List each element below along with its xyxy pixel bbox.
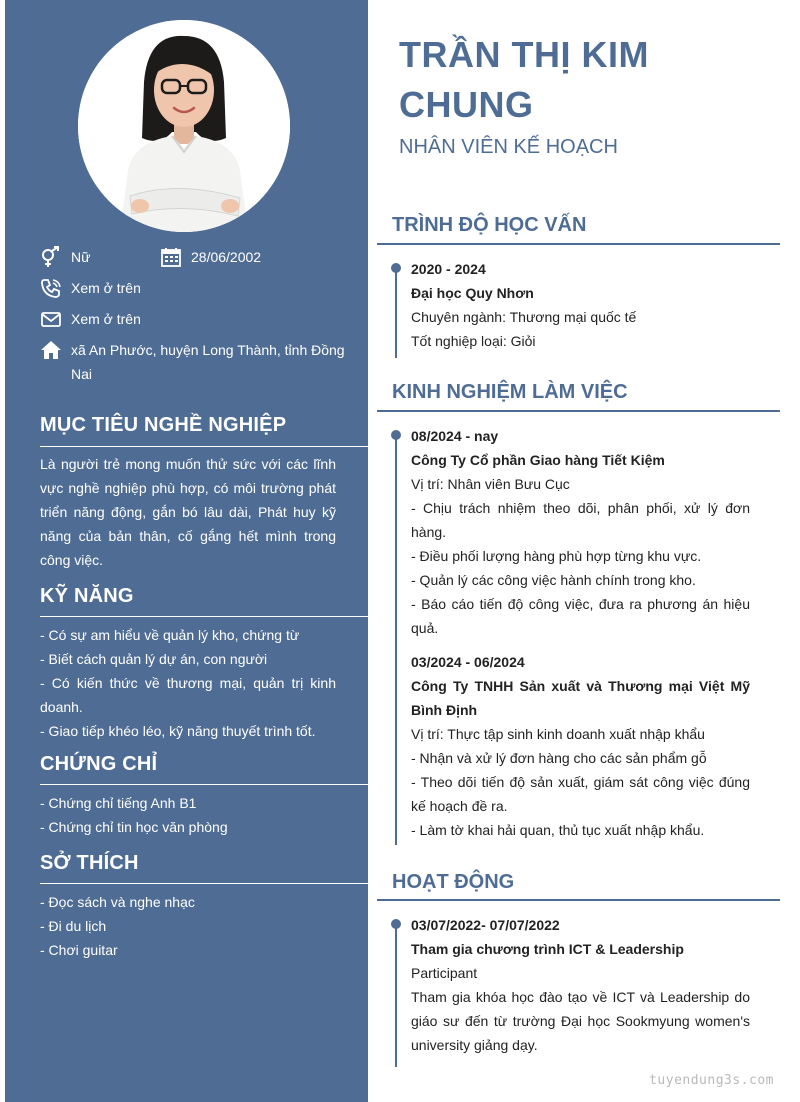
timeline-dot [391,430,401,440]
activities-timeline [395,924,397,1067]
job-company: Công Ty Cổ phần Giao hàng Tiết Kiệm [411,452,665,468]
hobby-item: - Chơi guitar [40,942,118,958]
certificates-list [40,791,336,839]
activity-description: Tham gia khóa học đào tạo về ICT và Leadership do giáo sư đến từ trường Đại học Sookmyung women's university giảng dạy. [411,989,750,1053]
skill-item: - Có kiến thức về thương mại, quản trị kinh doanh. [40,675,336,715]
skill-item: - Giao tiếp khéo léo, kỹ năng thuyết trình tốt. [40,723,316,739]
certificate-item: - Chứng chỉ tin học văn phòng [40,819,228,835]
job-duty: - Quản lý các công việc hành chính trong kho. [411,572,696,588]
education-heading: TRÌNH ĐỘ HỌC VẤN [392,214,587,236]
hobby-item: - Đi du lịch [40,918,107,934]
job-position: Vị trí: Thực tập sinh kinh doanh xuất nhập khẩu [411,726,705,742]
certificates-divider [40,784,368,785]
phone-value: Xem ở trên [71,280,141,296]
candidate-name [399,30,759,130]
calendar-icon [160,246,182,268]
education-timeline [395,268,397,358]
job-duty: - Làm tờ khai hải quan, thủ tục xuất nhập khẩu. [411,822,705,838]
job-company: Công Ty TNHH Sản xuất và Thương mại Việt Mỹ Bình Định [411,678,750,718]
gender-row [40,245,90,269]
gender-value: Nữ [71,249,91,265]
certificates-heading: CHỨNG CHỈ [40,753,158,775]
experience-timeline [395,435,397,845]
skills-list [40,623,336,743]
education-entry [411,257,750,353]
experience-heading: KINH NGHIỆM LÀM VIỆC [392,381,628,403]
address-line2: Nai [71,366,93,382]
hobbies-heading: SỞ THÍCH [40,852,139,874]
activity-period: 03/07/2022- 07/07/2022 [411,917,560,933]
education-grade: Tốt nghiệp loại: Giỏi [411,333,536,349]
certificate-item: - Chứng chỉ tiếng Anh B1 [40,795,197,811]
hobbies-list [40,890,336,962]
email-row [40,307,141,331]
profile-photo [78,20,290,232]
name-line2: CHUNG [399,84,534,125]
birthdate-row [160,245,261,269]
education-major: Chuyên ngành: Thương mại quốc tế [411,309,637,325]
objective-heading: MỤC TIÊU NGHỀ NGHIỆP [40,414,287,436]
timeline-dot [391,919,401,929]
objective-divider [40,446,368,447]
education-divider [377,243,780,245]
objective-text: Là người trẻ mong muốn thử sức với các lĩnh vực nghề nghiệp phù hợp, có môi trường phát triển năng động, gắn bó lâu dài, Phát huy kỹ năng của bản thân, cố gắng hết mình trong công việc. [40,456,336,568]
activity-name: Tham gia chương trình ICT & Leadership [411,941,684,957]
job-duty: - Báo cáo tiến độ công việc, đưa ra phương án hiệu quả. [411,596,750,636]
address-line1: xã An Phước, huyện Long Thành, tỉnh Đồng [71,342,345,358]
name-line1: TRẦN THỊ KIM [399,34,649,75]
phone-row [40,276,141,300]
activity-role: Participant [411,965,478,981]
activity-entry [411,913,750,1057]
experience-entry [411,424,750,640]
experience-divider [377,410,780,412]
job-duty: - Nhận và xử lý đơn hàng cho các sản phẩm gỗ [411,750,707,766]
gender-icon [40,246,62,268]
phone-icon [40,277,62,299]
mail-icon [40,308,62,330]
job-title: NHÂN VIÊN KẾ HOẠCH [399,136,618,158]
activities-heading: HOẠT ĐỘNG [392,871,515,893]
email-value: Xem ở trên [71,311,141,327]
job-duty: - Theo dõi tiến độ sản xuất, giám sát công việc đúng kế hoạch đề ra. [411,774,750,814]
home-icon [40,339,62,361]
birthdate-value: 28/06/2002 [191,249,262,265]
job-period: 08/2024 - nay [411,428,499,444]
watermark: tuyendung3s.com [649,1073,774,1088]
address-row [40,338,350,386]
sidebar [5,0,368,1102]
skill-item: - Biết cách quản lý dự án, con người [40,651,268,667]
hobby-item: - Đọc sách và nghe nhạc [40,894,195,910]
skills-divider [40,616,368,617]
job-duty: - Chịu trách nhiệm theo dõi, phân phối, xử lý đơn hàng. [411,500,750,540]
timeline-dot [391,263,401,273]
address-value [71,338,345,386]
job-position: Vị trí: Nhân viên Bưu Cục [411,476,570,492]
education-school: Đại học Quy Nhơn [411,285,534,301]
avatar [78,20,290,232]
skill-item: - Có sự am hiểu về quản lý kho, chứng từ [40,627,300,643]
skills-heading: KỸ NĂNG [40,585,134,607]
job-duty: - Điều phối lượng hàng phù hợp từng khu vực. [411,548,702,564]
experience-entry [411,650,750,842]
activities-divider [377,899,780,901]
job-period: 03/2024 - 06/2024 [411,654,525,670]
education-period: 2020 - 2024 [411,261,486,277]
hobbies-divider [40,883,368,884]
